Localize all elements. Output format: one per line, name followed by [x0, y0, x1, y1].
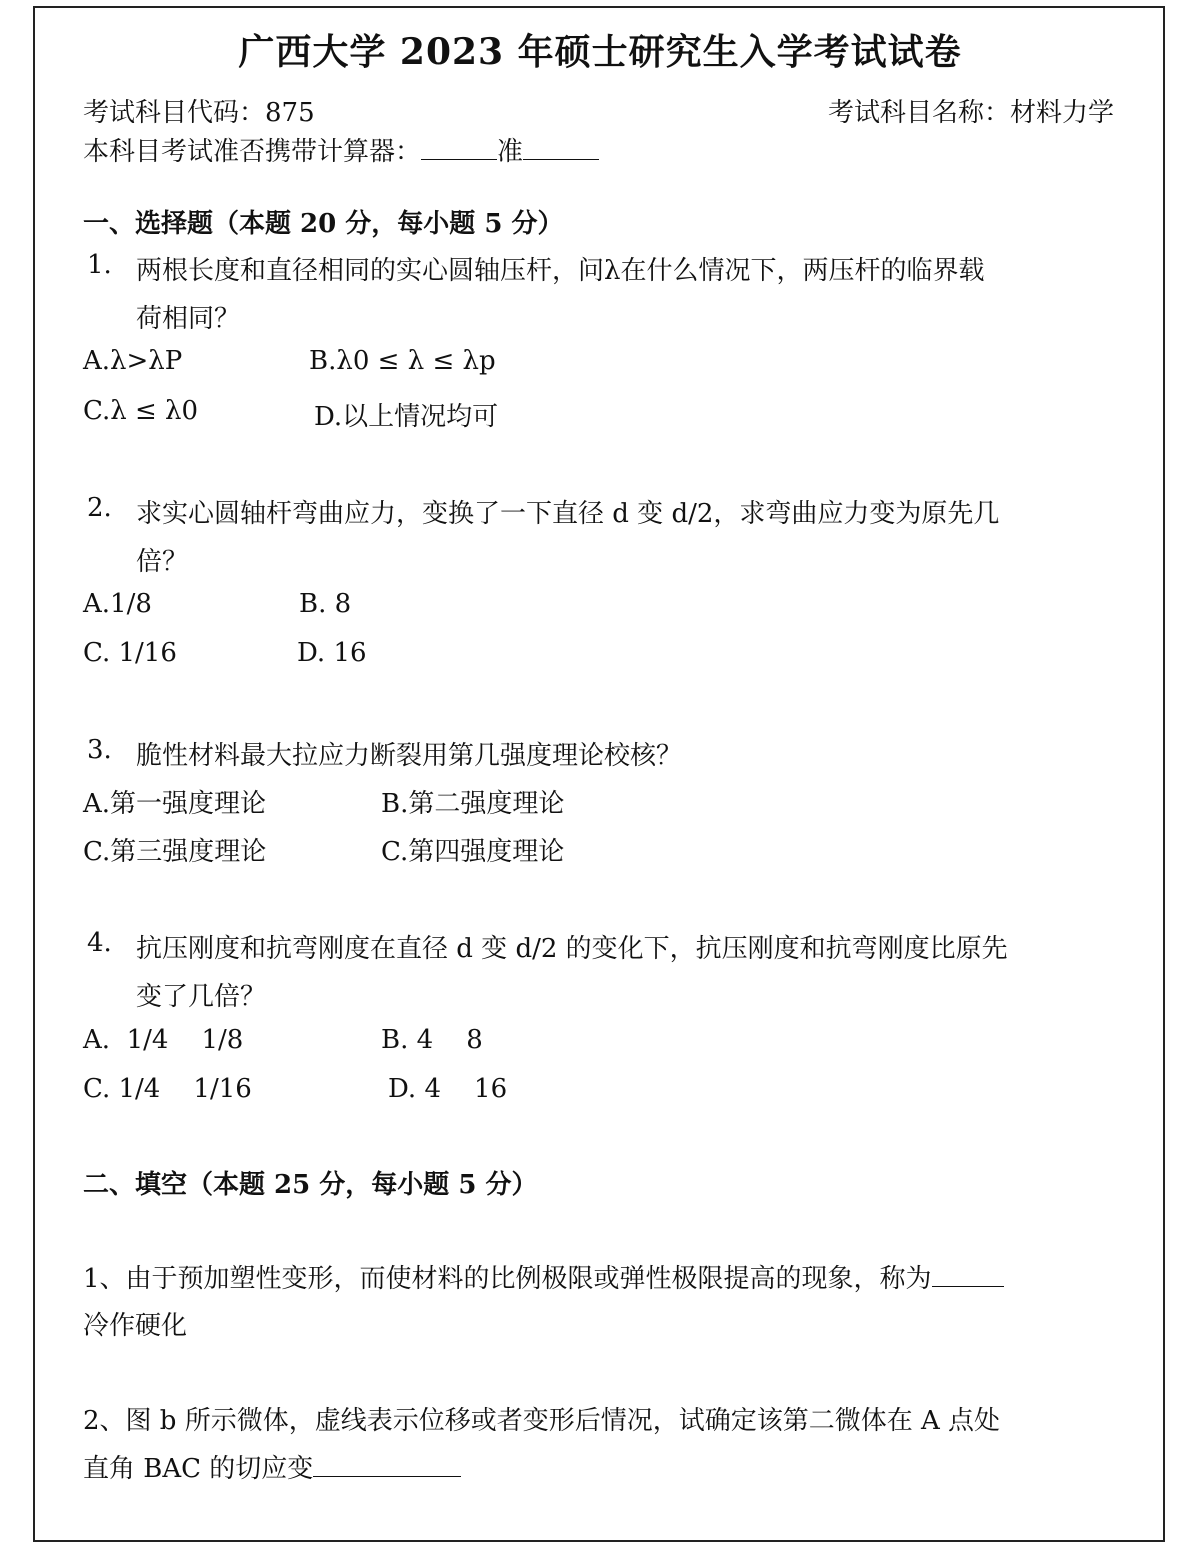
question-text: 变了几倍？: [136, 982, 267, 1012]
section-heading: 一、选择题（本题 20 分，每小题 5 分）: [83, 209, 564, 239]
option-d: D.以上情况均可: [314, 402, 499, 432]
fill-question-text: 1、由于预加塑性变形，而使材料的比例极限或弹性极限提高的现象，称为: [83, 1264, 932, 1294]
option-d: D. 16: [297, 638, 367, 668]
calculator-line: [83, 131, 599, 168]
answer-blank: [313, 1454, 461, 1477]
calculator-value: 准: [497, 137, 524, 167]
question-text: 抗压刚度和抗弯刚度在直径 d 变 d/2 的变化下，抗压刚度和抗弯刚度比原先: [136, 934, 1008, 964]
option-d: C.第四强度理论: [381, 837, 565, 867]
blank-line: [421, 137, 497, 160]
question-number: 1.: [87, 250, 112, 280]
fill-question-text: 2、图 b 所示微体，虚线表示位移或者变形后情况，试确定该第二微体在 A 点处: [83, 1406, 1001, 1436]
question-text: 脆性材料最大拉应力断裂用第几强度理论校核？: [136, 741, 683, 771]
question-number: 2.: [87, 493, 112, 523]
fill-question-text: 冷作硬化: [83, 1311, 188, 1341]
fill-question: [83, 1258, 1004, 1295]
question-text: 荷相同？: [136, 304, 241, 334]
question-text: 倍？: [136, 547, 189, 577]
option-c: C. 1/16: [83, 638, 177, 668]
option-b: B. 8: [299, 589, 352, 619]
question-number: 4.: [87, 928, 112, 958]
option-c: C.λ ≤ λ0: [83, 396, 199, 426]
blank-line: [523, 137, 599, 160]
option-c: C. 1/4 1/16: [83, 1074, 252, 1104]
question-text: 两根长度和直径相同的实心圆轴压杆，问λ在什么情况下，两压杆的临界载: [136, 256, 985, 286]
option-b: B.λ0 ≤ λ ≤ λp: [309, 346, 496, 376]
fill-question-text: 直角 BAC 的切应变: [83, 1454, 314, 1484]
question-number: 3.: [87, 735, 112, 765]
fill-question: [83, 1448, 461, 1485]
option-b: B.第二强度理论: [381, 789, 565, 819]
option-a: A.第一强度理论: [83, 789, 267, 819]
option-a: A. 1/4 1/8: [83, 1025, 244, 1055]
option-d: D. 4 16: [388, 1074, 508, 1104]
section-heading: 二、填空（本题 25 分，每小题 5 分）: [83, 1170, 538, 1200]
answer-blank: [932, 1264, 1004, 1287]
subject-name: 考试科目名称：材料力学: [827, 98, 1114, 128]
question-text: 求实心圆轴杆弯曲应力，变换了一下直径 d 变 d/2，求弯曲应力变为原先几: [136, 499, 1000, 529]
subject-code: 考试科目代码：875: [83, 98, 315, 128]
option-a: A.λ>λP: [83, 346, 183, 376]
option-b: B. 4 8: [381, 1025, 483, 1055]
exam-title: 广西大学 2023 年硕士研究生入学考试试卷: [238, 31, 962, 73]
option-a: A.1/8: [83, 589, 152, 619]
option-c: C.第三强度理论: [83, 837, 267, 867]
calculator-label: 本科目考试准否携带计算器：: [83, 137, 422, 167]
